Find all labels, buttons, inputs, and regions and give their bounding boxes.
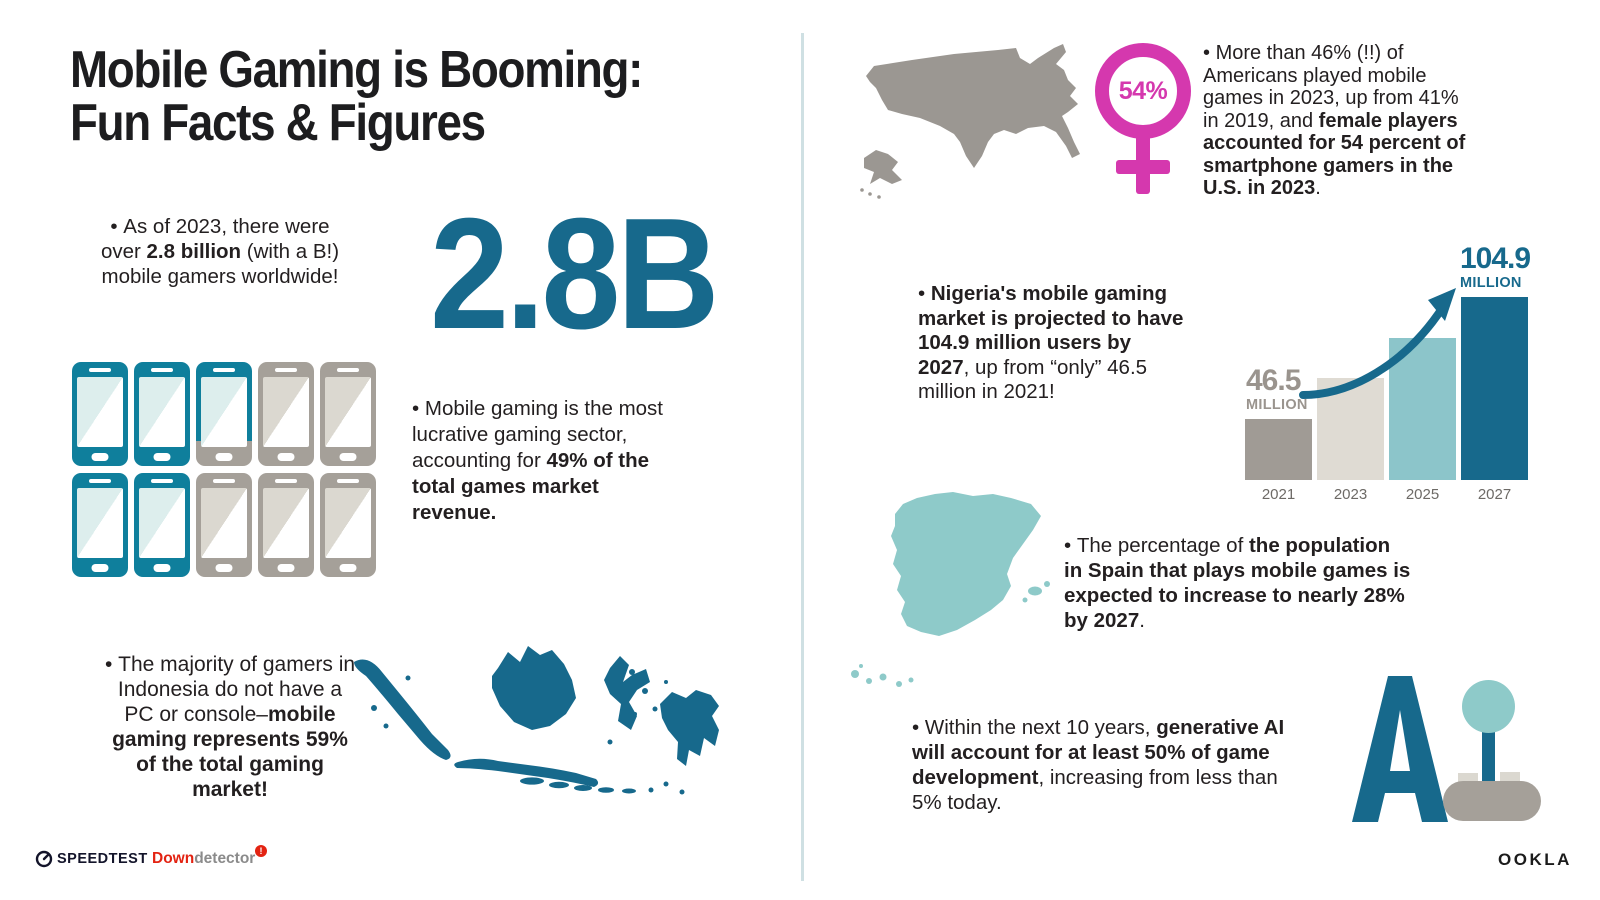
fact-spain-pre: The percentage of: [1076, 534, 1249, 557]
phone-home-button: [154, 453, 171, 461]
downdetector-logo: [152, 850, 255, 868]
fact-ai: [912, 715, 1312, 815]
phone-screen: [77, 377, 123, 447]
phone-screen: [139, 377, 185, 447]
phone-screen: [263, 377, 309, 447]
phones-grid: [72, 362, 376, 577]
phone-icon-teal: [134, 362, 190, 466]
fact-indonesia-bold: mobile gaming represents 59% of the total gaming market!: [112, 703, 348, 801]
spain-map: [845, 478, 1060, 693]
phone-screen: [263, 488, 309, 558]
title-line-1: Mobile Gaming is Booming:: [70, 41, 643, 99]
downdetector-logo-detector: detector: [194, 850, 256, 867]
fact-nigeria: [918, 282, 1186, 405]
phone-icon-teal: [72, 473, 128, 577]
growth-arrow-icon: [1240, 241, 1540, 503]
fact-usa-post: .: [1315, 177, 1321, 199]
phone-screen: [201, 377, 247, 447]
fact-nigeria-bold: Nigeria's mobile gaming market is projected to have 104.9 million users by 2027: [918, 282, 1184, 379]
nigeria-users-bar-chart: [1240, 241, 1540, 503]
chart-end-value: 104.9: [1460, 241, 1531, 275]
phone-screen: [139, 488, 185, 558]
fact-usa-bold: female players accounted for 54 percent of smartphone gamers in the U.S. in 2023: [1203, 109, 1466, 199]
fact-gamers: [100, 214, 340, 289]
joystick-button-right: [1500, 772, 1520, 781]
fact-usa-pre: More than 46% (!!) of Americans played mobile games in 2023, up from 41% in 2019, and: [1203, 42, 1459, 132]
phone-icon-teal: [134, 473, 190, 577]
phone-home-button: [216, 564, 233, 572]
phone-icon-split: [196, 362, 252, 466]
phone-icon-gray: [320, 362, 376, 466]
vertical-divider: [801, 33, 804, 881]
chart-start-unit: MILLION: [1246, 396, 1308, 413]
phone-home-button: [154, 564, 171, 572]
fact-gamers-bold: 2.8 billion: [146, 240, 242, 263]
phone-home-button: [340, 453, 357, 461]
fact-spain: [1064, 533, 1414, 633]
year-label-2023: 2023: [1333, 486, 1368, 503]
joystick-icon: [1482, 728, 1495, 786]
downdetector-logo-down: Down: [152, 850, 195, 867]
title-line-2: Fun Facts & Figures: [70, 94, 485, 152]
fact-usa: [1203, 42, 1475, 200]
speedtest-gauge-icon: [35, 850, 53, 868]
phone-screen: [325, 377, 371, 447]
chart-start-value: 46.5: [1246, 363, 1301, 397]
fact-revenue-bold: 49% of the total games market revenue.: [412, 449, 650, 524]
phone-home-button: [278, 453, 295, 461]
fact-spain-bold: the population in Spain that plays mobile games is expected to increase to nearly 28% by 2027: [1064, 534, 1411, 632]
fact-ai-pre: Within the next 10 years,: [924, 716, 1157, 739]
fact-ai-bold: generative AI will account for at least 50% of game development: [912, 716, 1285, 789]
phone-icon-teal: [72, 362, 128, 466]
female-icon: [1086, 38, 1200, 204]
fact-gamers-pre: As of 2023, there were over: [100, 215, 330, 263]
page-title: [70, 41, 643, 152]
joystick-base: [1443, 781, 1541, 821]
fact-spain-post: .: [1139, 609, 1145, 632]
year-label-2027: 2027: [1477, 486, 1512, 503]
fact-revenue: [412, 396, 670, 526]
phone-icon-gray: [258, 362, 314, 466]
chart-end-unit: MILLION: [1460, 274, 1522, 291]
phone-icon-gray: [258, 473, 314, 577]
phone-screen: [201, 488, 247, 558]
fact-indonesia-pre: The majority of gamers in Indonesia do not have a PC or console–: [117, 653, 356, 726]
fact-nigeria-post: , up from “only” 46.5 million in 2021!: [918, 355, 1148, 403]
ai-letter-a: [1352, 676, 1448, 822]
phone-icon-gray: [196, 473, 252, 577]
phone-icon-gray: [320, 473, 376, 577]
phone-home-button: [92, 564, 109, 572]
usa-map: [858, 36, 1108, 201]
big-stat-2-8b: 2.8B: [430, 186, 716, 362]
year-label-2025: 2025: [1405, 486, 1440, 503]
phone-home-button: [216, 453, 233, 461]
speedtest-logo: SPEEDTEST: [57, 851, 148, 867]
fact-revenue-pre: Mobile gaming is the most lucrative gaming sector, accounting for: [412, 397, 664, 472]
phone-home-button: [278, 564, 295, 572]
downdetector-alert-icon: !: [255, 845, 267, 857]
joystick-ball: [1462, 680, 1515, 733]
phone-home-button: [92, 453, 109, 461]
fact-indonesia: [104, 652, 356, 802]
phone-home-button: [340, 564, 357, 572]
female-badge-percent: 54%: [1118, 77, 1168, 105]
phone-screen: [325, 488, 371, 558]
year-label-2021: 2021: [1261, 486, 1296, 503]
fact-gamers-post: (with a B!) mobile gamers worldwide!: [101, 240, 340, 288]
phone-screen: [77, 488, 123, 558]
ookla-logo: OOKLA: [1498, 850, 1572, 869]
indonesia-map: [348, 642, 726, 814]
fact-ai-post: , increasing from less than 5% today.: [912, 766, 1278, 814]
